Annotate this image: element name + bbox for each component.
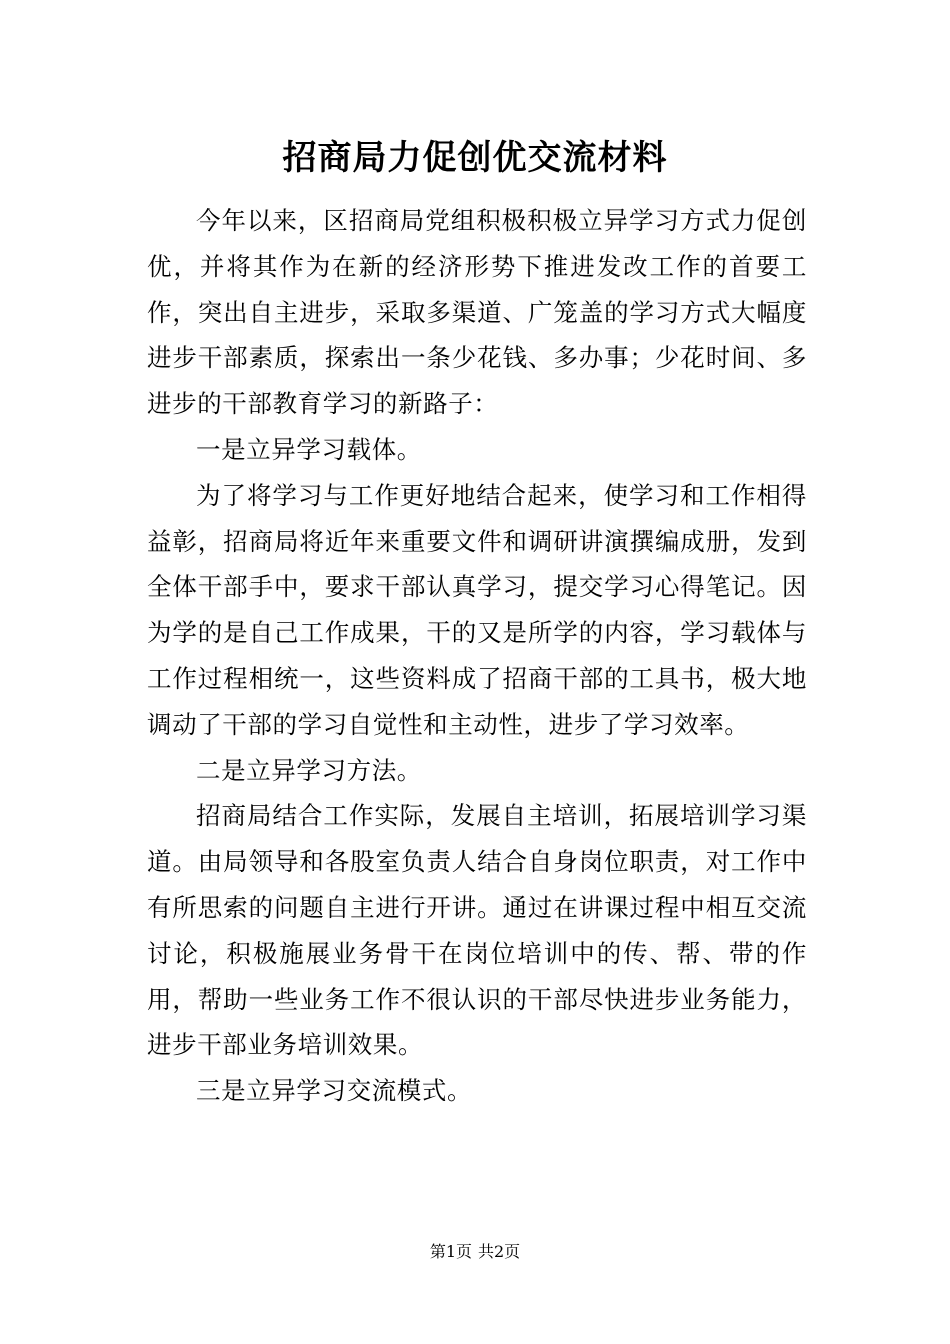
document-title: 招商局力促创优交流材料 (282, 138, 668, 178)
page-number-current: 第1页 (429, 1242, 472, 1261)
paragraph-heading-1: 一是立异学习载体。 (196, 434, 422, 464)
document-body (147, 198, 807, 1114)
paragraph-heading-3: 三是立异学习交流模式。 (196, 1076, 473, 1106)
page-footer (0, 1240, 950, 1264)
paragraph-body-1: 为了将学习与工作更好地结合起来，使学习和工作相得益彰，招商局将近年来重要文件和调研讲演撰编成册，发到全体干部手中，要求干部认真学习，提交学习心得笔记。因为学的是自己工作成果，干的又是所学的内容，学习载体与工作过程相统一，这些资料成了招商干部的工具书，极大地调动了干部的学习自觉性和主动性，进步了学习效率。 (147, 480, 807, 739)
paragraph-intro: 今年以来，区招商局党组积极积极立异学习方式力促创优，并将其作为在新的经济形势下推进发改工作的首要工作，突出自主进步，采取多渠道、广笼盖的学习方式大幅度进步干部素质，探索出一条少花钱、多办事；少花时间、多进步的干部教育学习的新路子： (147, 206, 807, 419)
page-number-total: 共2页 (478, 1242, 521, 1261)
paragraph-body-2: 招商局结合工作实际，发展自主培训，拓展培训学习渠道。由局领导和各股室负责人结合自身岗位职责，对工作中有所思索的问题自主进行开讲。通过在讲课过程中相互交流讨论，积极施展业务骨干在岗位培训中的传、帮、带的作用，帮助一些业务工作不很认识的干部尽快进步业务能力，进步干部业务培训效果。 (147, 801, 807, 1060)
paragraph-heading-2: 二是立异学习方法。 (196, 755, 422, 785)
